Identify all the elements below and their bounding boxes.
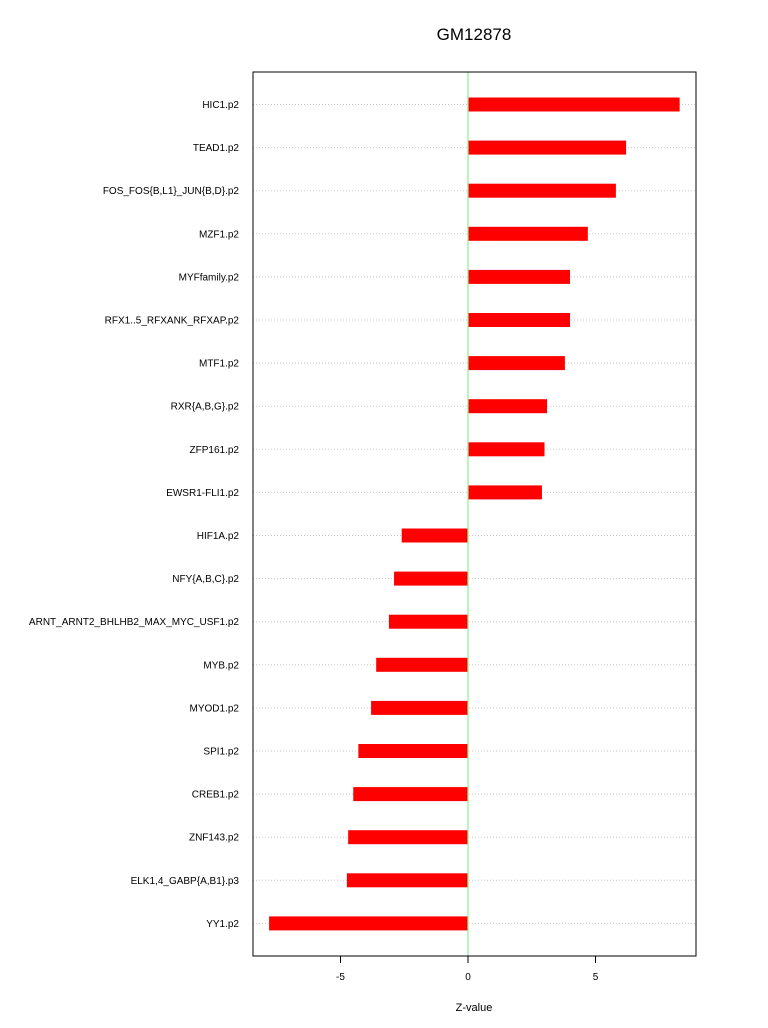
- bar: [468, 184, 616, 198]
- bar: [358, 744, 468, 758]
- bar: [468, 399, 547, 413]
- x-tick-label: -5: [336, 972, 345, 983]
- bar: [402, 529, 468, 543]
- bar: [348, 830, 468, 844]
- plot-frame: [253, 72, 696, 956]
- category-label: FOS_FOS{B,L1}_JUN{B,D}.p2: [102, 186, 239, 198]
- bar: [468, 141, 626, 155]
- category-labels: [29, 100, 240, 930]
- category-label: ARNT_ARNT2_BHLHB2_MAX_MYC_USF1.p2: [28, 617, 239, 629]
- bar: [269, 916, 468, 930]
- category-label: YY1.p2: [206, 918, 239, 930]
- bar: [389, 615, 468, 629]
- category-label: ZNF143.p2: [188, 832, 239, 844]
- category-label: CREB1.p2: [191, 789, 239, 801]
- bar: [468, 227, 588, 241]
- bar: [468, 442, 545, 456]
- category-label: NFY{A,B,C}.p2: [172, 574, 239, 586]
- bar: [468, 356, 565, 370]
- category-label: TEAD1.p2: [192, 143, 239, 155]
- category-label: SPI1.p2: [203, 746, 239, 758]
- bars: [269, 98, 680, 931]
- category-label: MTF1.p2: [198, 358, 239, 370]
- bar: [468, 485, 542, 499]
- bar: [353, 787, 468, 801]
- category-label: MYB.p2: [203, 660, 239, 672]
- category-label: RXR{A,B,G}.p2: [170, 401, 239, 413]
- x-axis-label: Z-value: [455, 1002, 493, 1014]
- bar: [376, 658, 468, 672]
- category-label: MZF1.p2: [198, 229, 239, 241]
- category-label: RFX1..5_RFXANK_RFXAP.p2: [104, 315, 239, 327]
- category-label: HIC1.p2: [202, 100, 239, 111]
- category-label: ELK1,4_GABP{A,B1}.p3: [130, 875, 239, 887]
- x-tick-label: 0: [465, 972, 471, 983]
- bar: [347, 873, 468, 887]
- category-label: HIF1A.p2: [196, 531, 239, 542]
- bar: [394, 572, 468, 586]
- x-axis: [336, 956, 599, 983]
- bar: [468, 98, 680, 112]
- x-tick-label: 5: [592, 972, 599, 983]
- chart-title: GM12878: [436, 25, 512, 44]
- bar: [468, 313, 570, 327]
- category-label: MYOD1.p2: [189, 703, 239, 715]
- category-label: EWSR1-FLI1.p2: [166, 487, 239, 499]
- category-label: MYFfamily.p2: [178, 272, 239, 284]
- category-label: ZFP161.p2: [189, 444, 239, 456]
- bar: [371, 701, 468, 715]
- bar: [468, 270, 570, 284]
